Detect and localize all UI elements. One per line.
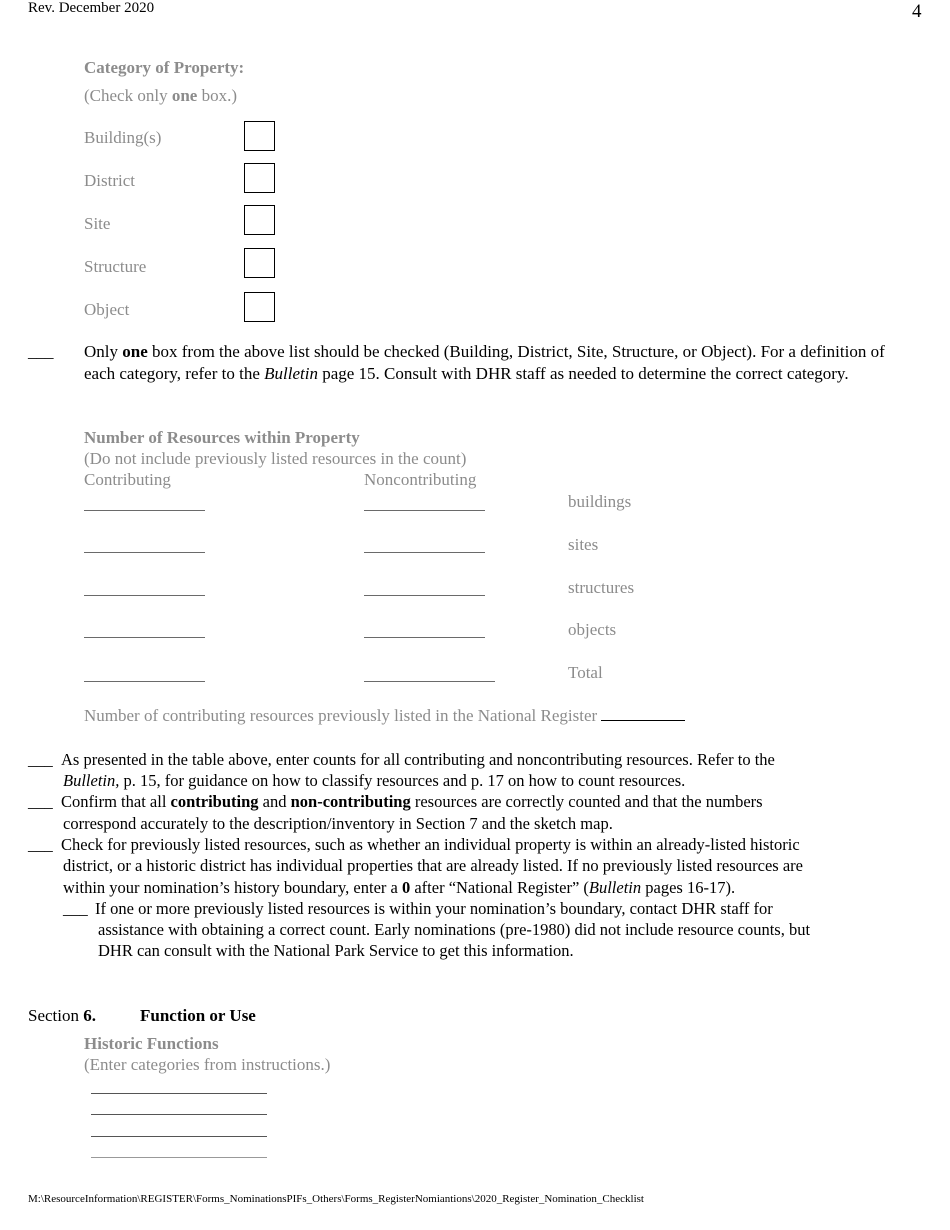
contributing-sites-field[interactable]	[84, 552, 205, 553]
checklist-item-3-line2: district, or a historic district has individual properties that are already listed. If no previously listed resources are	[63, 856, 803, 875]
page-number: 4	[912, 1, 922, 22]
contributing-structures-field[interactable]	[84, 595, 205, 596]
category-label-structure: Structure	[84, 257, 147, 276]
historic-function-field[interactable]	[91, 1093, 267, 1094]
category-label-site: Site	[84, 214, 111, 233]
category-title: Category of Property:	[84, 58, 245, 77]
noncontributing-structures-field[interactable]	[364, 595, 485, 596]
previously-listed-label: Number of contributing resources previously listed in the National Register	[84, 705, 685, 727]
category-instruction: (Check only one box.)	[84, 86, 237, 105]
historic-function-field[interactable]	[91, 1114, 267, 1115]
checklist-item-2-line2: correspond accurately to the description/inventory in Section 7 and the sketch map.	[63, 814, 613, 833]
checklist-item-1-line1: As presented in the table above, enter counts for all contributing and noncontributing resources. Refer to the	[61, 750, 775, 769]
category-label-district: District	[84, 171, 135, 190]
contributing-buildings-field[interactable]	[84, 510, 205, 511]
checkbox-district[interactable]	[244, 163, 275, 193]
checklist-item-2-line1: Confirm that all contributing and non-contributing resources are correctly counted and that the numbers	[61, 792, 763, 811]
category-note: Only one box from the above list should be checked (Building, District, Site, Structure, or Object). For a definition of each category, refer to the Bulletin page 15. Consult with DHR staff as needed to determine the correct category.	[84, 342, 885, 383]
checklist-blank-2[interactable]: ___	[28, 792, 53, 811]
column-noncontributing: Noncontributing	[364, 470, 477, 489]
footer-file-path: M:\ResourceInformation\REGISTER\Forms_NominationsPIFs_Others\Forms_RegisterNomiantions\2020_Register_Nomination_Checklist	[28, 1193, 644, 1205]
noncontributing-sites-field[interactable]	[364, 552, 485, 553]
historic-function-field[interactable]	[91, 1157, 267, 1158]
row-label-buildings: buildings	[568, 492, 632, 511]
checkbox-site[interactable]	[244, 205, 275, 235]
category-label-building: Building(s)	[84, 128, 162, 147]
checkbox-object[interactable]	[244, 292, 275, 322]
checklist-item-4-line3: DHR can consult with the National Park Service to get this information.	[98, 941, 574, 960]
column-contributing: Contributing	[84, 470, 171, 489]
category-label-object: Object	[84, 300, 130, 319]
noncontributing-objects-field[interactable]	[364, 637, 485, 638]
row-label-structures: structures	[568, 578, 635, 597]
checklist-item-1-line2: Bulletin, p. 15, for guidance on how to classify resources and p. 17 on how to count resources.	[63, 771, 686, 790]
checklist-blank-1[interactable]: ___	[28, 750, 53, 769]
checklist-item-3-line3: within your nomination’s history boundary, enter a 0 after “National Register” (Bulletin pages 16-17).	[63, 878, 736, 897]
section-6-heading: Section 6.	[28, 1006, 96, 1025]
checklist-item-4-line1: If one or more previously listed resources is within your nomination’s boundary, contact DHR staff for	[95, 899, 773, 918]
previously-listed-field[interactable]	[601, 706, 685, 721]
historic-functions-note: (Enter categories from instructions.)	[84, 1055, 331, 1074]
checklist-item-4-line2: assistance with obtaining a correct count. Early nominations (pre-1980) did not include resource counts, but	[98, 920, 811, 939]
section-6-title: Function or Use	[140, 1006, 256, 1025]
row-label-objects: objects	[568, 620, 617, 639]
category-note-blank[interactable]: ___	[28, 342, 54, 361]
historic-function-field[interactable]	[91, 1136, 267, 1137]
noncontributing-buildings-field[interactable]	[364, 510, 485, 511]
revision-date: Rev. December 2020	[28, 0, 155, 16]
checkbox-structure[interactable]	[244, 248, 275, 278]
checklist-item-3-line1: Check for previously listed resources, such as whether an individual property is within an already-listed historic	[61, 835, 800, 854]
row-label-total: Total	[568, 663, 603, 682]
row-label-sites: sites	[568, 535, 599, 554]
checkbox-building[interactable]	[244, 121, 275, 151]
historic-functions-title: Historic Functions	[84, 1034, 219, 1053]
checklist-blank-3[interactable]: ___	[28, 835, 53, 854]
contributing-total-field[interactable]	[84, 681, 205, 682]
noncontributing-total-field[interactable]	[364, 681, 495, 682]
resources-title: Number of Resources within Property	[84, 428, 360, 447]
resources-note: (Do not include previously listed resources in the count)	[84, 449, 467, 468]
contributing-objects-field[interactable]	[84, 637, 205, 638]
checklist-blank-4[interactable]: ___	[63, 899, 88, 918]
